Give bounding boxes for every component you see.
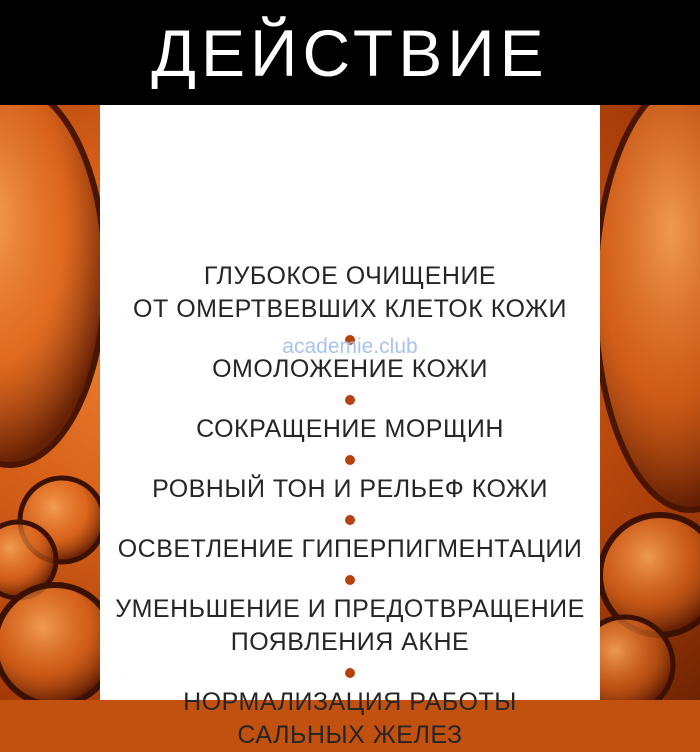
benefits-list <box>100 260 600 752</box>
content-panel <box>100 105 600 749</box>
page-title: ДЕЙСТВИЕ <box>151 15 549 90</box>
list-item-line: РОВНЫЙ ТОН И РЕЛЬЕФ КОЖИ <box>152 475 548 503</box>
list-item-line: ПОЯВЛЕНИЯ АКНЕ <box>230 628 470 656</box>
list-item <box>152 473 548 506</box>
list-item-line: ГЛУБОКОЕ ОЧИЩЕНИЕ <box>203 262 497 290</box>
bullet-dot <box>345 455 355 465</box>
list-item-line: ОТ ОМЕРТВЕВШИХ КЛЕТОК КОЖИ <box>133 295 567 323</box>
list-item-line: НОРМАЛИЗАЦИЯ РАБОТЫ <box>183 688 517 716</box>
list-item <box>115 593 585 659</box>
list-item <box>183 686 517 752</box>
list-item-line: УМЕНЬШЕНИЕ И ПРЕДОТВРАЩЕНИЕ <box>115 595 585 623</box>
list-item <box>196 413 504 446</box>
bullet-dot <box>345 575 355 585</box>
list-item-line: СОКРАЩЕНИЕ МОРЩИН <box>196 415 504 443</box>
list-item <box>118 533 583 566</box>
header-bar <box>0 0 700 105</box>
bullet-dot <box>345 668 355 678</box>
list-item <box>133 260 567 326</box>
bullet-dot <box>345 395 355 405</box>
list-item-line: ОСВЕТЛЕНИЕ ГИПЕРПИГМЕНТАЦИИ <box>117 535 583 563</box>
watermark: academie.club <box>282 335 418 358</box>
list-item-line: САЛЬНЫХ ЖЕЛЕЗ <box>237 721 463 749</box>
list-item-line: ОМОЛОЖЕНИЕ КОЖИ <box>212 355 488 383</box>
bullet-dot <box>345 515 355 525</box>
